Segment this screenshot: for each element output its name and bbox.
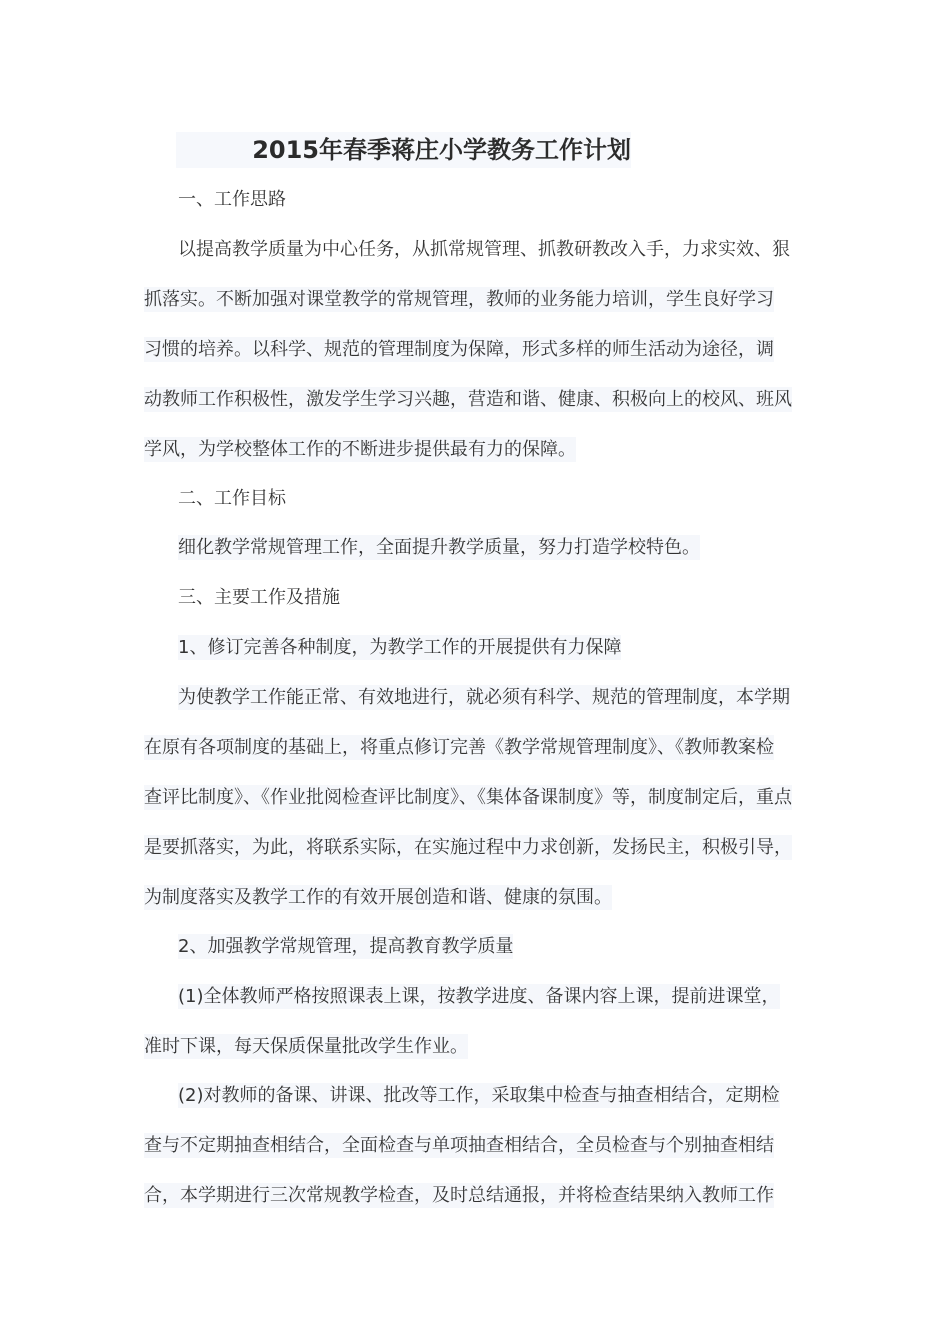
- paragraph-work-goal: 细化教学常规管理工作，全面提升教学质量，努力打造学校特色。: [178, 537, 700, 558]
- subheading-1: 1、修订完善各种制度，为教学工作的开展提供有力保障: [178, 637, 622, 658]
- paragraph-item-1: (1)全体教师严格按照课表上课，按教学进度、备课内容上课，提前进课堂， 准时下课，每天保质保量批改学生作业。: [144, 986, 780, 1057]
- document-title: 2015年春季蒋庄小学教务工作计划: [176, 132, 631, 168]
- subheading-2: 2、加强教学常规管理，提高教育教学质量: [178, 936, 514, 957]
- section-heading-2: 二、工作目标: [178, 488, 286, 509]
- paragraph-system-revision: 为使教学工作能正常、有效地进行，就必须有科学、规范的管理制度，本学期 在原有各项制度的基础上，将重点修订完善《教学常规管理制度》、《教师教案检 查评比制度》、《作业批阅检查评比制度》、《集体备课制度》等，制度制定后，重点 是要抓落实，为此，将联系实际，在实施过程中力求创新，发扬民主，积极引导， 为制度落实及教学工作的有效开展创造和谐、健康的氛围。: [144, 687, 792, 908]
- paragraph-item-2: (2)对教师的备课、讲课、批改等工作，采取集中检查与抽查相结合，定期检 查与不定期抽查相结合，全面检查与单项抽查相结合，全员检查与个别抽查相结 合，本学期进行三次常规教学检查，及时总结通报，并将检查结果纳入教师工作: [144, 1085, 780, 1206]
- section-heading-3: 三、主要工作及措施: [178, 587, 340, 608]
- section-heading-1: 一、工作思路: [178, 189, 286, 210]
- paragraph-work-approach: 以提高教学质量为中心任务，从抓常规管理、抓教研教改入手，力求实效、狠 抓落实。不断加强对课堂教学的常规管理，教师的业务能力培训，学生良好学习 习惯的培养。以科学、规范的管理制度为保障，形式多样的师生活动为途径，调 动教师工作积极性，激发学生学习兴趣，营造和谐、健康、积极向上的校风、班风 学风，为学校整体工作的不断进步提供最有力的保障。: [144, 239, 792, 460]
